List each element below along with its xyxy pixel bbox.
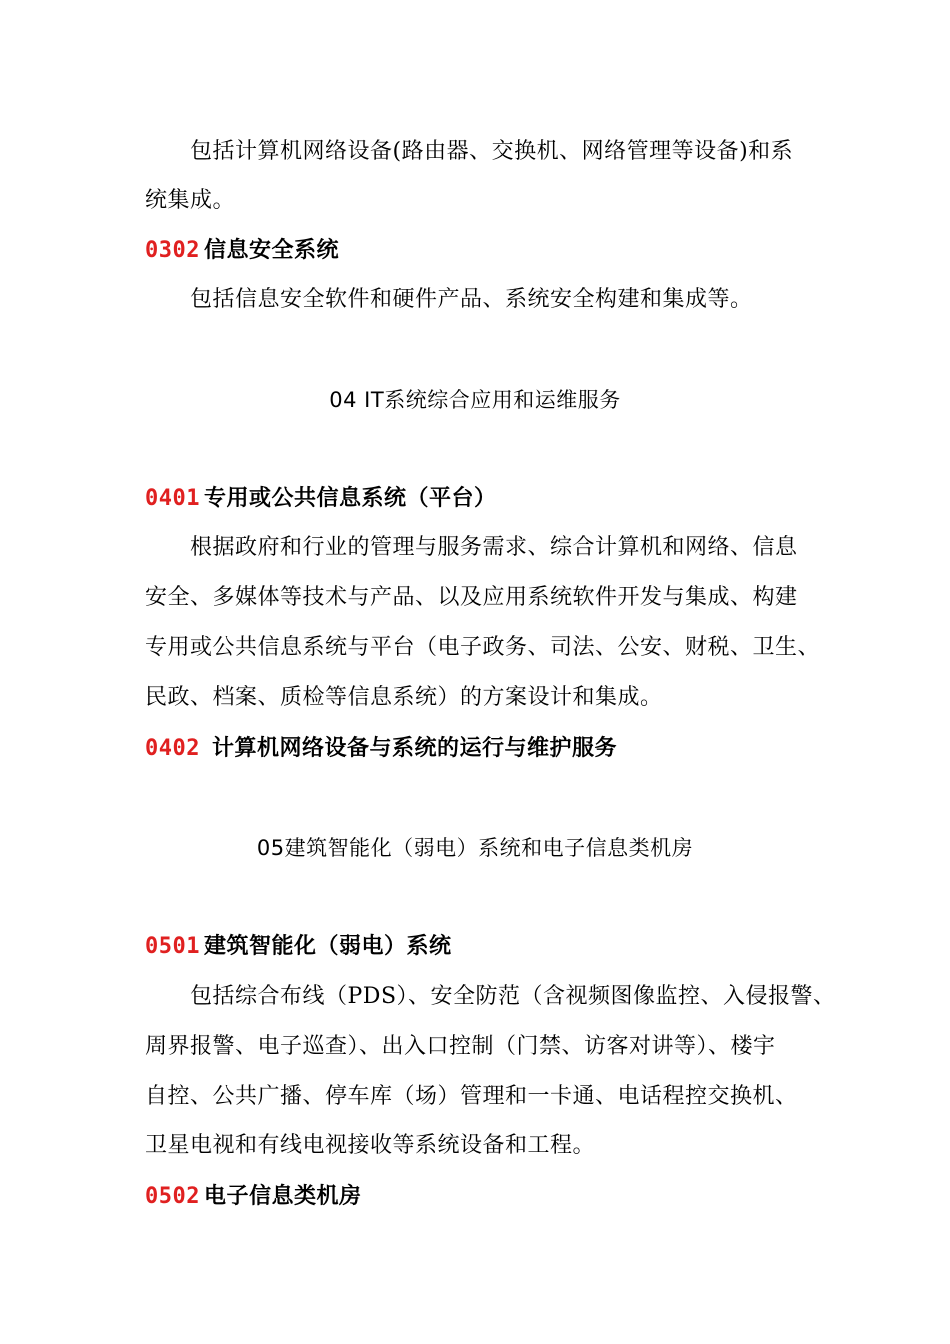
paragraph-line: 民政、档案、质检等信息系统）的方案设计和集成。 <box>145 685 663 710</box>
section-title: 专用或公共信息系统（平台） <box>203 485 497 511</box>
section-title: 电子信息类机房 <box>203 1183 362 1209</box>
section-code: 0501 <box>145 934 200 959</box>
subsection-heading-0402 <box>145 733 617 764</box>
section-code: 0401 <box>145 486 200 511</box>
paragraph-line: 根据政府和行业的管理与服务需求、综合计算机和网络、信息 <box>190 535 798 560</box>
paragraph-line: 卫星电视和有线电视接收等系统设备和工程。 <box>145 1133 596 1158</box>
section-title: 计算机网络设备与系统的运行与维护服务 <box>211 735 617 761</box>
section-title: 建筑智能化（弱电）系统 <box>203 933 452 959</box>
paragraph-line: 周界报警、电子巡查）、出入口控制（门禁、访客对讲等）、楼宇 <box>145 1034 776 1059</box>
subsection-heading-0501 <box>145 931 452 962</box>
section-heading-04: 04 IT系统综合应用和运维服务 <box>329 388 621 412</box>
paragraph-line: 包括信息安全软件和硬件产品、系统安全构建和集成等。 <box>190 287 753 312</box>
subsection-heading-0502 <box>145 1181 362 1212</box>
section-heading-05: 05建筑智能化（弱电）系统和电子信息类机房 <box>256 836 694 860</box>
section-code: 0502 <box>145 1184 200 1209</box>
section-code: 0302 <box>145 238 200 263</box>
paragraph-line: 包括综合布线（PDS）、安全防范（含视频图像监控、入侵报警、 <box>190 984 836 1009</box>
paragraph-line: 自控、公共广播、停车库（场）管理和一卡通、电话程控交换机、 <box>145 1084 798 1109</box>
paragraph-line: 统集成。 <box>145 188 236 213</box>
subsection-heading-0302 <box>145 235 339 266</box>
paragraph-line: 专用或公共信息系统与平台（电子政务、司法、公安、财税、卫生、 <box>145 635 821 660</box>
paragraph-line: 安全、多媒体等技术与产品、以及应用系统软件开发与集成、构建 <box>145 585 798 610</box>
section-code: 0402 <box>145 736 200 761</box>
paragraph-line: 包括计算机网络设备(路由器、交换机、网络管理等设备)和系 <box>190 139 794 164</box>
subsection-heading-0401 <box>145 483 497 514</box>
section-title: 信息安全系统 <box>203 237 339 263</box>
